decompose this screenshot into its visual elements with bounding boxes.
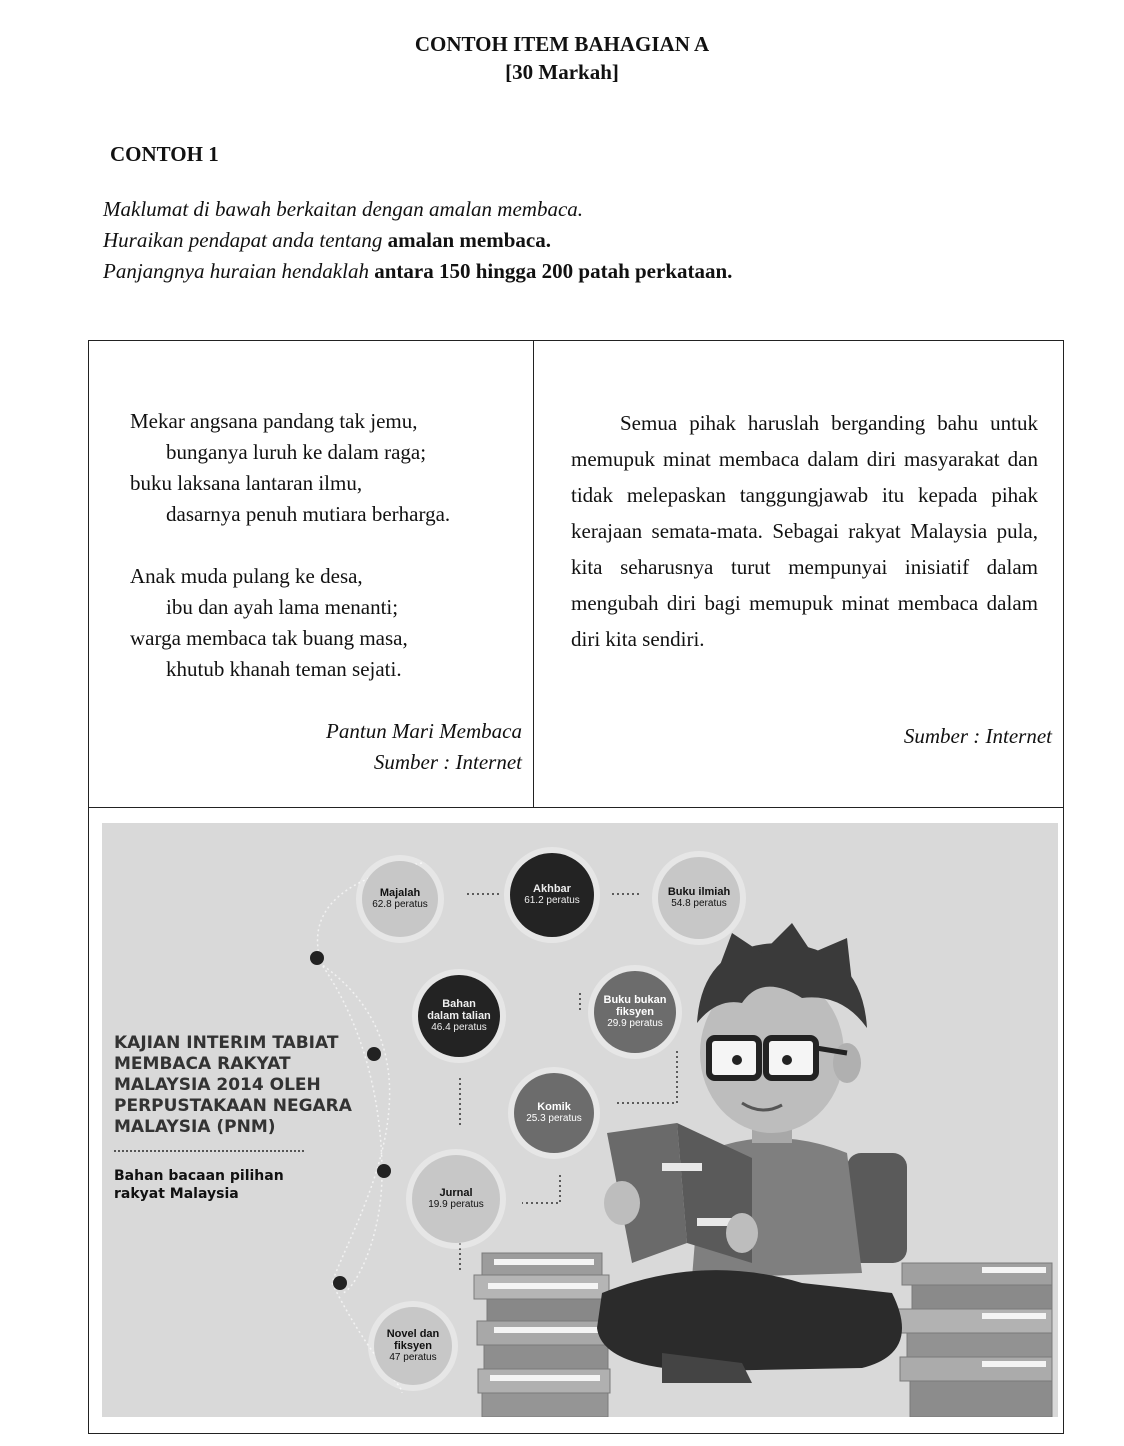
infographic-headline xyxy=(114,1033,352,1138)
bubble-novel-dan-fiksyen xyxy=(374,1307,452,1385)
pantun-line: khutub khanah teman sejati. xyxy=(166,657,402,681)
bubble-label: Buku bukan fiksyen xyxy=(603,994,667,1018)
bubble-value: 47 peratus xyxy=(389,1352,437,1363)
pantun-source: Sumber : Internet xyxy=(373,750,522,774)
infographic xyxy=(102,823,1058,1417)
infographic-subtitle xyxy=(114,1167,284,1203)
headline-line: MEMBACA RAKYAT xyxy=(114,1054,291,1074)
instruction-line-2: Huraikan pendapat anda tentang amalan membaca. xyxy=(103,228,551,252)
pantun-text xyxy=(130,406,450,685)
pantun-line: ibu dan ayah lama menanti; xyxy=(166,595,399,619)
bubble-bahan-dalam-talian xyxy=(418,975,500,1057)
bubble-value: 25.3 peratus xyxy=(526,1113,582,1124)
headline-line: KAJIAN INTERIM TABIAT xyxy=(114,1033,339,1053)
instruction-line-3: Panjangnya huraian hendaklah antara 150 hingga 200 patah perkataan. xyxy=(103,259,733,283)
passage-source: Sumber : Internet xyxy=(903,724,1052,748)
pantun-line: bunganya luruh ke dalam raga; xyxy=(166,440,427,464)
bubble-majalah xyxy=(362,861,438,937)
pantun-line: buku laksana lantaran ilmu, xyxy=(130,471,363,495)
bubble-value: 62.8 peratus xyxy=(372,899,428,910)
marks-label: [30 Markah] xyxy=(505,60,619,84)
pantun-line: Anak muda pulang ke desa, xyxy=(130,564,363,588)
bubble-komik xyxy=(514,1073,594,1153)
passage-text: Semua pihak haruslah berganding bahu untuk memupuk minat membaca dalam diri masyarakat dan tidak melepaskan tanggungjawab itu kepada pihak kerajaan semata-mata. Sebagai rakyat Malaysia pula, kita seharusnya turut mempunyai inisiatif dalam mengubah diri bagi memupuk minat membaca dalam diri kita sendiri. xyxy=(571,411,1038,651)
bubble-value: 54.8 peratus xyxy=(671,898,727,909)
pantun-line: warga membaca tak buang masa, xyxy=(130,626,408,650)
bubble-label: Bahan dalam talian xyxy=(427,998,491,1022)
column-divider xyxy=(533,340,534,808)
row-divider xyxy=(88,807,1064,808)
subtitle-line: Bahan bacaan pilihan xyxy=(114,1168,284,1184)
headline-line: MALAYSIA 2014 OLEH xyxy=(114,1075,321,1095)
page-title: CONTOH ITEM BAHAGIAN A xyxy=(414,32,710,56)
bubble-jurnal xyxy=(412,1155,500,1243)
subtitle-line: rakyat Malaysia xyxy=(114,1186,239,1202)
bubble-label: Komik xyxy=(537,1101,571,1113)
instruction-line-1: Maklumat di bawah berkaitan dengan amalan membaca. xyxy=(103,197,584,221)
bubble-value: 19.9 peratus xyxy=(428,1199,484,1210)
headline-line: MALAYSIA (PNM) xyxy=(114,1117,276,1137)
pantun-title: Pantun Mari Membaca xyxy=(326,719,522,743)
bubble-label: Akhbar xyxy=(533,883,571,895)
bubble-value: 61.2 peratus xyxy=(524,895,580,906)
bubble-value: 46.4 peratus xyxy=(431,1022,487,1033)
bubble-buku-ilmiah xyxy=(658,857,740,939)
bubble-label: Majalah xyxy=(379,887,421,899)
bubble-label: Buku ilmiah xyxy=(667,886,731,898)
section-heading: CONTOH 1 xyxy=(110,142,219,166)
bubble-akhbar xyxy=(510,853,594,937)
bubble-label: Novel dan fiksyen xyxy=(386,1328,440,1352)
bubble-buku-bukan-fiksyen xyxy=(594,971,676,1053)
bubble-value: 29.9 peratus xyxy=(607,1018,663,1029)
headline-divider xyxy=(114,1150,304,1152)
pantun-line: Mekar angsana pandang tak jemu, xyxy=(130,409,418,433)
bubble-label: Jurnal xyxy=(439,1187,473,1199)
headline-line: PERPUSTAKAAN NEGARA xyxy=(114,1096,352,1116)
pantun-line: dasarnya penuh mutiara berharga. xyxy=(166,502,451,526)
